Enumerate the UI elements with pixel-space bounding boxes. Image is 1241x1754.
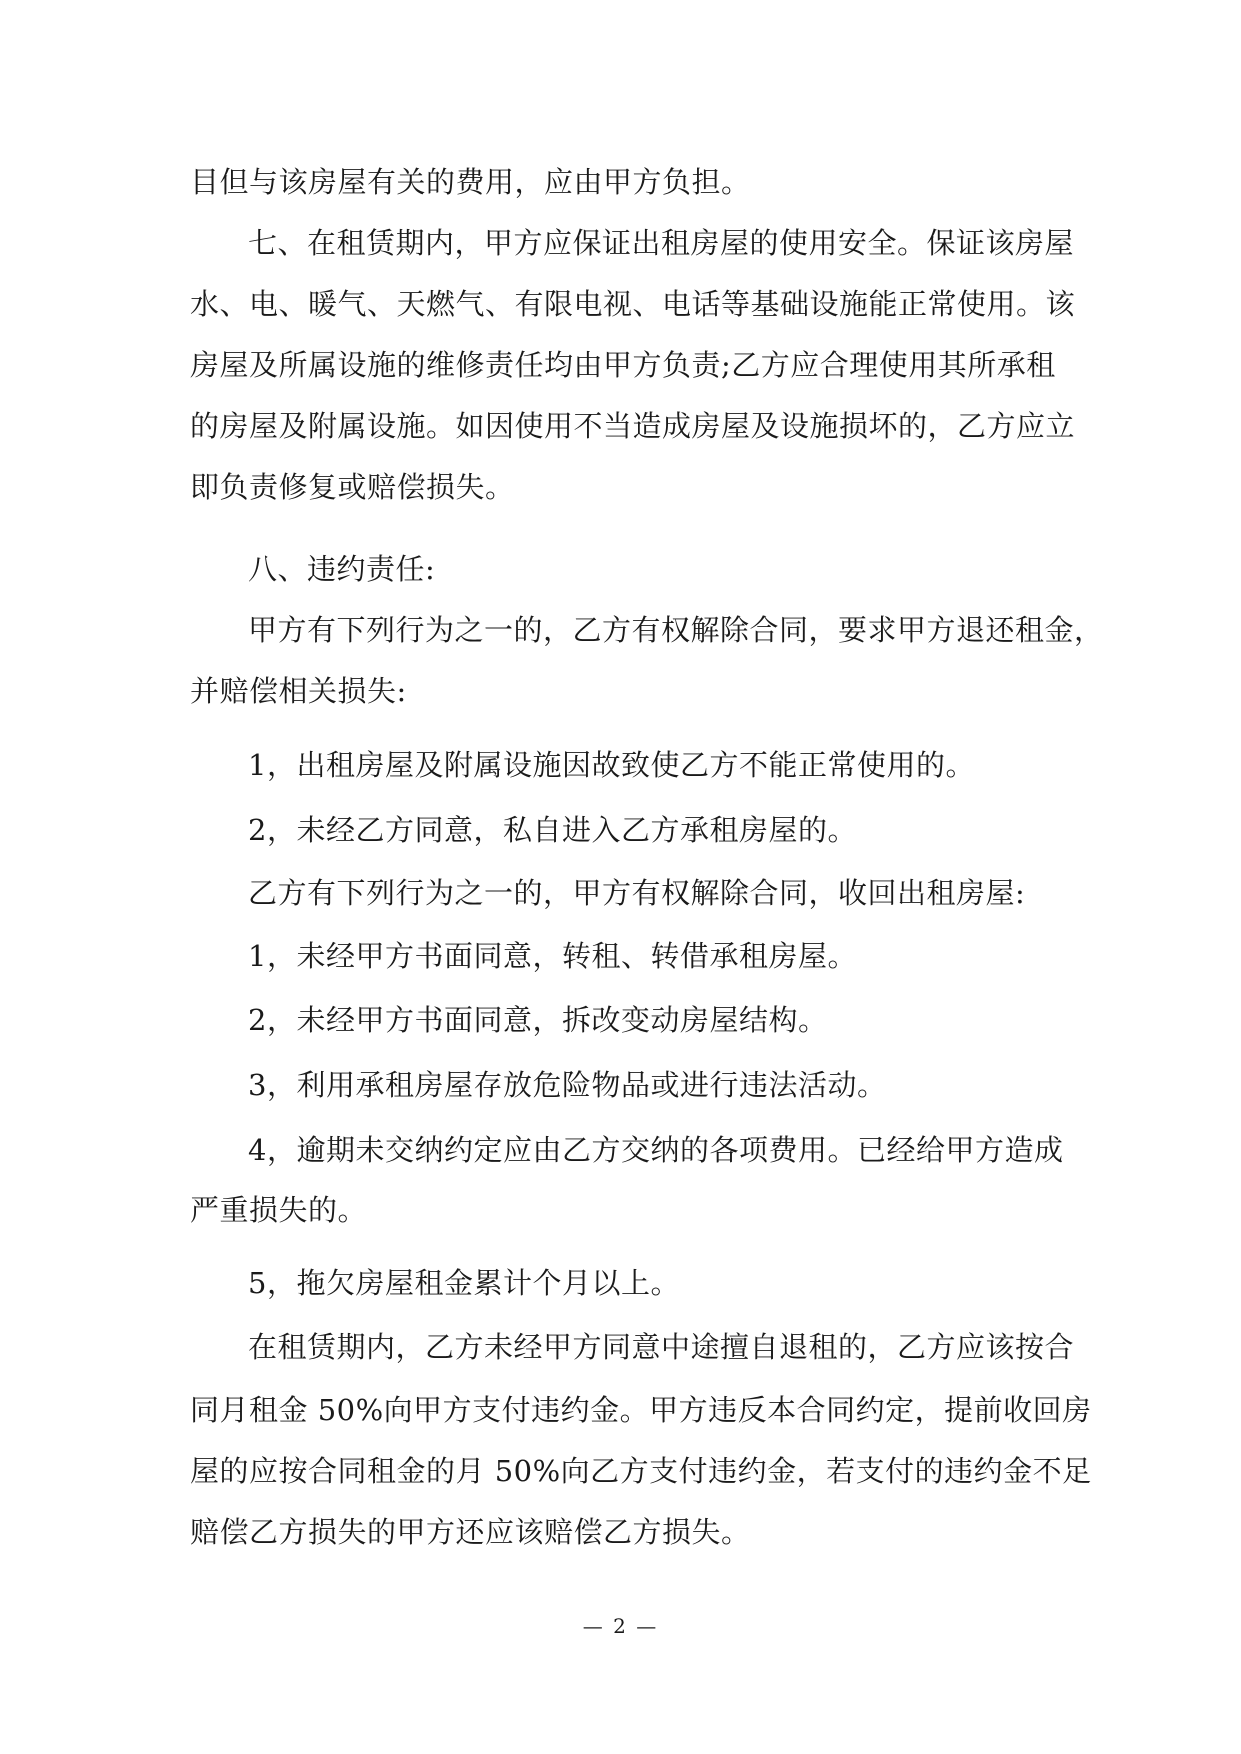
text-line: 2，未经甲方书面同意，拆改变动房屋结构。 [248,1003,828,1037]
text-line: 1，未经甲方书面同意，转租、转借承租房屋。 [248,939,857,973]
text-line: 3，利用承租房屋存放危险物品或进行违法活动。 [248,1068,887,1102]
text-line: 并赔偿相关损失: [190,674,407,708]
text-line: 八、违约责任: [248,552,436,586]
text-line: 赔偿乙方损失的甲方还应该赔偿乙方损失。 [190,1515,751,1549]
text-line: 2，未经乙方同意，私自进入乙方承租房屋的。 [248,813,857,847]
text-line: 严重损失的。 [190,1193,368,1227]
text-line: 在租赁期内，乙方未经甲方同意中途擅自退租的，乙方应该按合 [248,1330,1075,1364]
text-line: 同月租金 50%向甲方支付违约金。甲方违反本合同约定，提前收回房 [190,1393,1092,1427]
text-line: 1，出租房屋及附属设施因故致使乙方不能正常使用的。 [248,748,975,782]
text-line: 5，拖欠房屋租金累计个月以上。 [248,1266,680,1300]
text-line: 乙方有下列行为之一的，甲方有权解除合同，收回出租房屋: [248,876,1026,910]
text-line: 目但与该房屋有关的费用，应由甲方负担。 [190,165,751,199]
text-line: 4，逾期未交纳约定应由乙方交纳的各项费用。已经给甲方造成 [248,1133,1064,1167]
page-number: — 2 — [582,1614,659,1638]
text-line: 屋的应按合同租金的月 50%向乙方支付违约金，若支付的违约金不足 [190,1454,1092,1488]
text-line: 的房屋及附属设施。如因使用不当造成房屋及设施损坏的，乙方应立 [190,409,1076,443]
text-line: 房屋及所属设施的维修责任均由甲方负责;乙方应合理使用其所承租 [190,348,1056,382]
text-line: 即负责修复或赔偿损失。 [190,470,515,504]
text-line: 七、在租赁期内，甲方应保证出租房屋的使用安全。保证该房屋 [248,226,1075,260]
text-line: 甲方有下列行为之一的，乙方有权解除合同，要求甲方退还租金， [248,613,1104,647]
text-line: 水、电、暖气、天燃气、有限电视、电话等基础设施能正常使用。该 [190,287,1076,321]
